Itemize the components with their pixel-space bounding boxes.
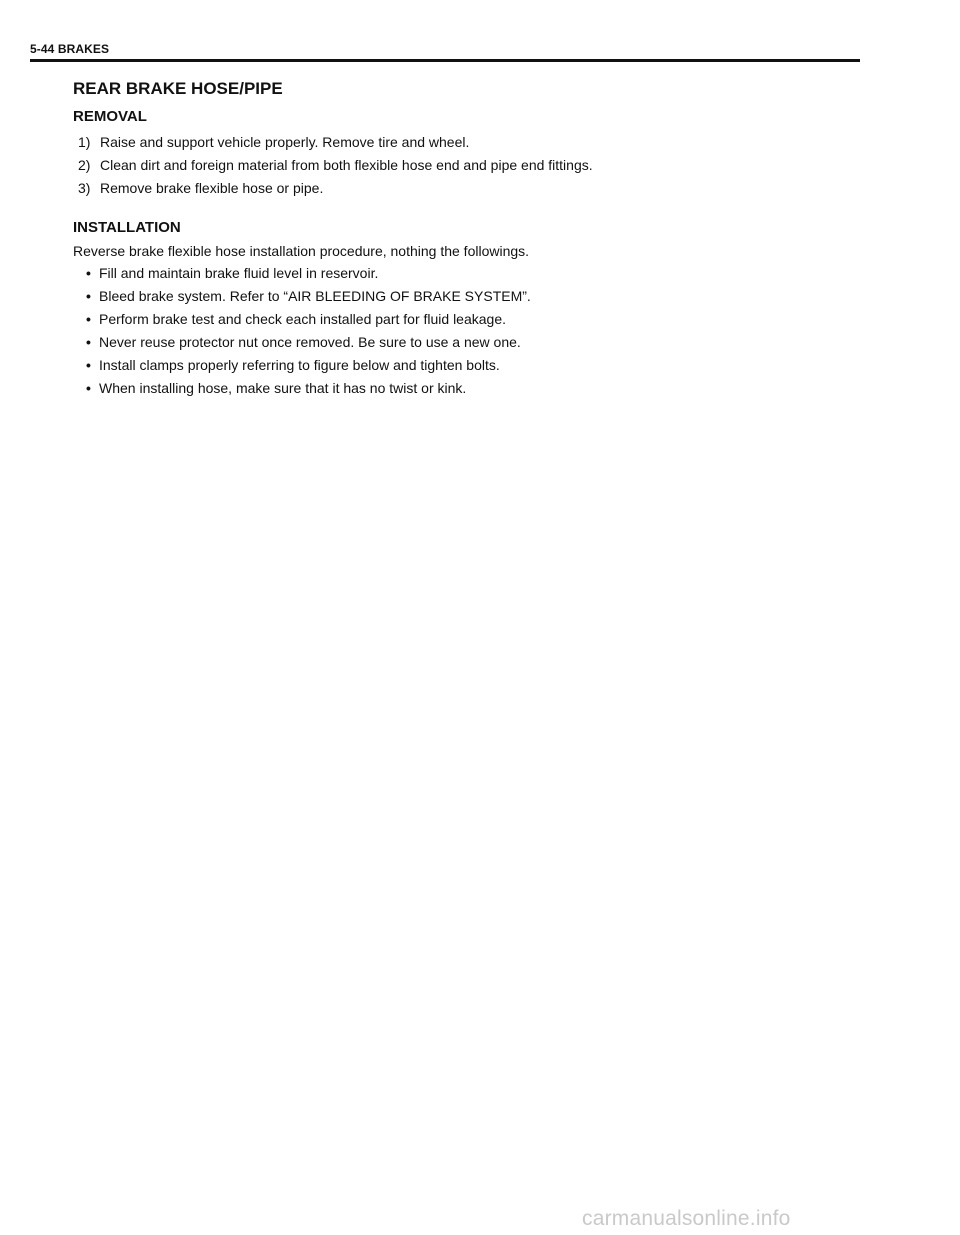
bullet-item	[86, 285, 531, 308]
step-number: 2)	[78, 157, 91, 173]
bullet-icon: •	[86, 380, 91, 396]
bullet-item	[86, 377, 531, 400]
step-text: Remove brake flexible hose or pipe.	[100, 180, 324, 196]
bullet-text: Bleed brake system. Refer to “AIR BLEEDING OF BRAKE SYSTEM”.	[99, 288, 531, 304]
bullet-text: When installing hose, make sure that it has no twist or kink.	[99, 380, 467, 396]
header-rule	[30, 59, 860, 62]
bullet-item	[86, 331, 531, 354]
removal-heading: REMOVAL	[73, 108, 147, 125]
bullet-icon: •	[86, 288, 91, 304]
bullet-icon: •	[86, 334, 91, 350]
installation-heading: INSTALLATION	[73, 219, 181, 236]
installation-intro: Reverse brake flexible hose installation procedure, nothing the followings.	[73, 243, 530, 259]
bullet-item	[86, 308, 531, 331]
step-text: Raise and support vehicle properly. Remove tire and wheel.	[100, 134, 470, 150]
bullet-text: Never reuse protector nut once removed. Be sure to use a new one.	[99, 334, 521, 350]
bullet-text: Install clamps properly referring to figure below and tighten bolts.	[99, 357, 500, 373]
step-number: 1)	[78, 134, 91, 150]
bullet-icon: •	[86, 357, 91, 373]
bullet-item	[86, 262, 531, 285]
step-text: Clean dirt and foreign material from both flexible hose end and pipe end fittings.	[100, 157, 593, 173]
bullet-item	[86, 354, 531, 377]
installation-bullets	[86, 262, 531, 400]
step-number: 3)	[78, 180, 91, 196]
section-title: REAR BRAKE HOSE/PIPE	[73, 79, 283, 98]
removal-steps	[78, 131, 593, 200]
watermark: carmanualsonline.info	[582, 1207, 791, 1230]
removal-step	[78, 154, 593, 177]
removal-step	[78, 131, 593, 154]
bullet-text: Perform brake test and check each installed part for fluid leakage.	[99, 311, 506, 327]
bullet-icon: •	[86, 311, 91, 327]
bullet-text: Fill and maintain brake fluid level in reservoir.	[99, 265, 379, 281]
removal-step	[78, 177, 593, 200]
bullet-icon: •	[86, 265, 91, 281]
page-header: 5-44 BRAKES	[30, 42, 110, 56]
